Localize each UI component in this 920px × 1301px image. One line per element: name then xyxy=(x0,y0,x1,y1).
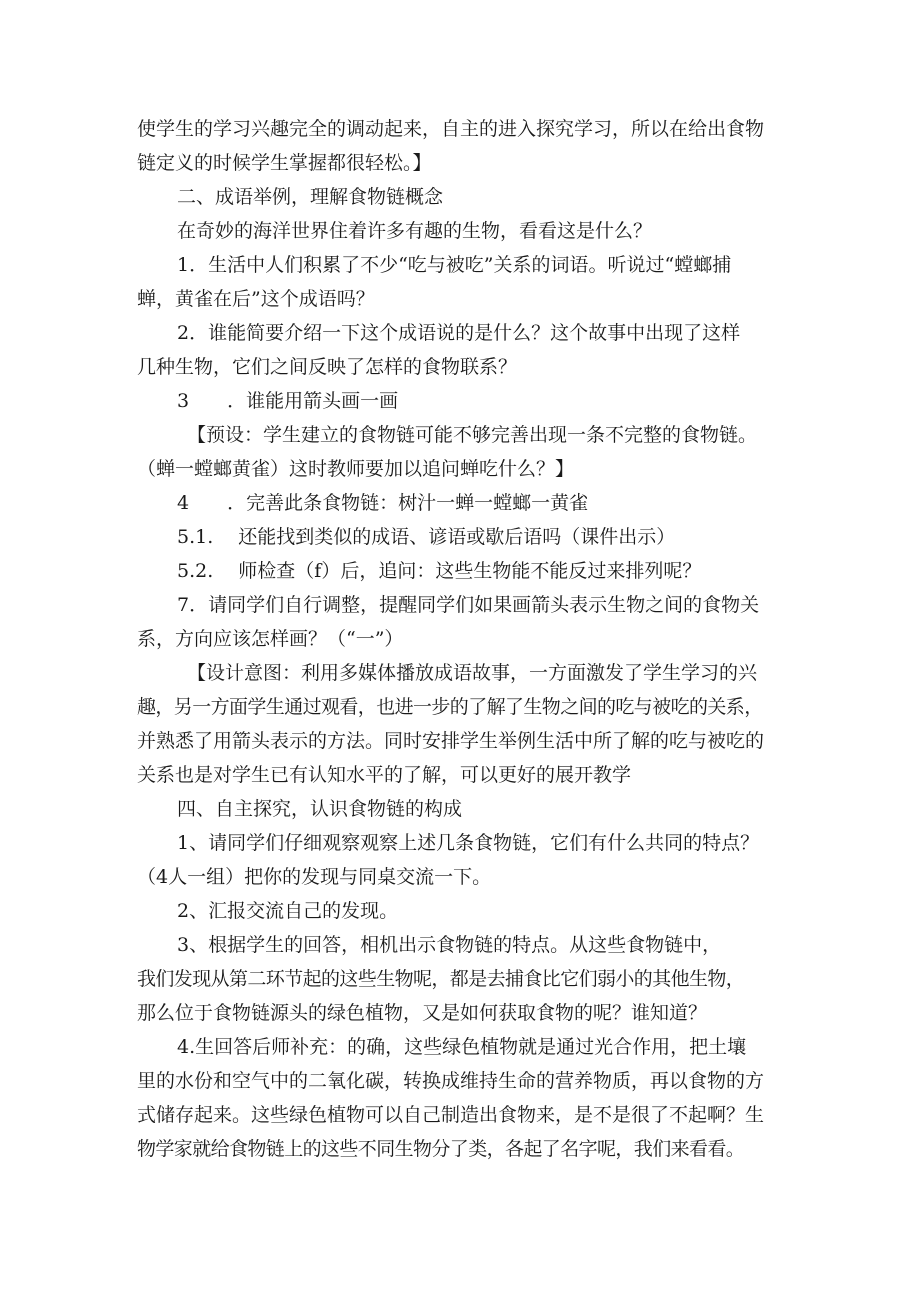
text-line: 【设计意图：利用多媒体播放成语故事，一方面激发了学生学习的兴 xyxy=(187,662,758,684)
text-line: 2、汇报交流自己的发现。 xyxy=(177,900,399,922)
text-line: 物学家就给食物链上的这些不同生物分了类，各起了名字呢，我们来看看。 xyxy=(137,1138,745,1160)
text-line: （蝉一螳螂黄雀）这时教师要加以追问蝉吃什么？】 xyxy=(137,458,575,480)
text-line: 2．谁能简要介绍一下这个成语说的是什么？这个故事中出现了这样 xyxy=(177,322,741,344)
text-line: 系，方向应该怎样画？（“一”） xyxy=(137,628,404,650)
text-line: 使学生的学习兴趣完全的调动起来，自主的进入探究学习，所以在给出食物 xyxy=(137,118,765,140)
text-line: 几种生物，它们之间反映了怎样的食物联系？ xyxy=(137,356,518,378)
text-line: 在奇妙的海洋世界住着许多有趣的生物，看看这是什么？ xyxy=(177,220,653,242)
text-line: 5.2. 师检查（f）后，追问：这些生物能不能反过来排列呢？ xyxy=(177,560,702,582)
text-line: 4.生回答后师补充：的确，这些绿色植物就是通过光合作用，把土壤 xyxy=(177,1036,747,1058)
text-line: 我们发现从第二环节起的这些生物呢，都是去捕食比它们弱小的其他生物， xyxy=(137,968,745,990)
text-line: 1、请同学们仔细观察观察上述几条食物链，它们有什么共同的特点？ xyxy=(177,832,760,854)
section-heading: 四、自主探究，认识食物链的构成 xyxy=(177,798,463,820)
text-line: 关系也是对学生已有认知水平的了解，可以更好的展开教学 xyxy=(137,764,632,786)
text-line: 趣，另一方面学生通过观看，也进一步的了解了生物之间的吃与被吃的关系， xyxy=(137,696,763,718)
text-line: 3、根据学生的回答，相机出示食物链的特点。从这些食物链中， xyxy=(177,934,722,956)
text-line: 那么位于食物链源头的绿色植物，又是如何获取食物的呢？谁知道？ xyxy=(137,1002,708,1024)
text-line: 7．请同学们自行调整，提醒同学们如果画箭头表示生物之间的食物关 xyxy=(177,594,760,616)
text-line: 链定义的时候学生掌握都很轻松。】 xyxy=(137,152,432,174)
text-line: 1．生活中人们积累了不少“吃与被吃”关系的词语。听说过“螳螂捕 xyxy=(177,254,732,276)
text-line: 3 ．谁能用箭头画一画 xyxy=(177,390,399,412)
text-line: 并熟悉了用箭头表示的方法。同时安排学生举例生活中所了解的吃与被吃的 xyxy=(137,730,765,752)
text-line: 4 ．完善此条食物链：树汁一蝉一螳螂一黄雀 xyxy=(177,492,589,514)
text-line: 蝉，黄雀在后”这个成语吗？ xyxy=(137,288,375,310)
text-line: 里的水份和空气中的二氧化碳，转换成维持生命的营养物质，再以食物的方 xyxy=(137,1070,765,1092)
section-heading: 二、成语举例，理解食物链概念 xyxy=(177,186,444,208)
text-line: 【预设：学生建立的食物链可能不够完善出现一条不完整的食物链。 xyxy=(187,424,758,446)
text-line: 式储存起来。这些绿色植物可以自己制造出食物来，是不是很了不起啊？生 xyxy=(137,1104,765,1126)
text-line: 5.1. 还能找到类似的成语、谚语或歇后语吗（课件出示） xyxy=(177,526,676,548)
text-line: （4人一组）把你的发现与同桌交流一下。 xyxy=(137,866,492,888)
